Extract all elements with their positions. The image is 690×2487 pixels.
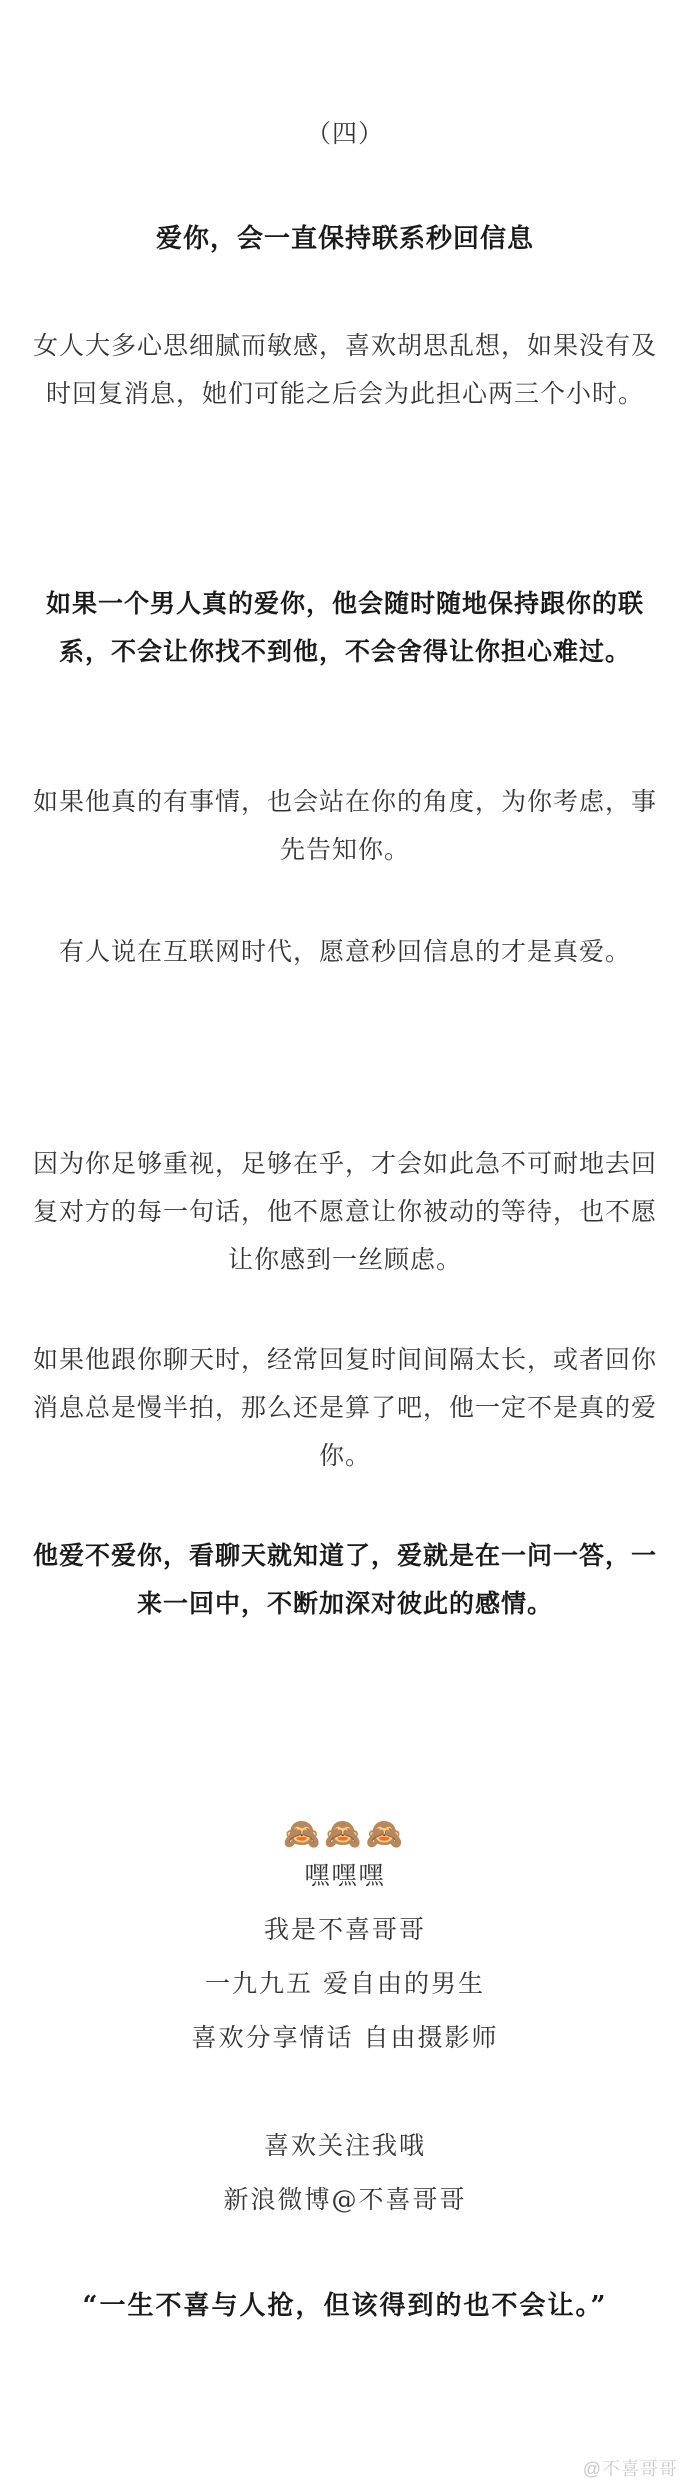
watermark: @不喜哥哥 — [582, 2459, 678, 2479]
monkey-emoji-icon: 🙈🙈🙈 — [282, 1817, 408, 1852]
signature-line-4: 喜欢分享情话 自由摄影师 — [191, 2023, 499, 2052]
paragraph-2: 如果一个男人真的爱你，他会随时随地保持跟你的联系，不会让你找不到他，不会舍得让你担心难过。 — [45, 589, 644, 666]
closing-quote: “一生不喜与人抢，但该得到的也不会让。” — [82, 2291, 608, 2321]
paragraph-7: 他爱不爱你，看聊天就知道了，爱就是在一问一答，一来一回中，不断加深对彼此的感情。 — [32, 1541, 657, 1618]
paragraph-1: 女人大多心思细腻而敏感，喜欢胡思乱想，如果没有及时回复消息，她们可能之后会为此担心两三个小时。 — [32, 331, 657, 408]
follow-line-1: 喜欢关注我哦 — [263, 2131, 426, 2160]
paragraph-6: 如果他跟你聊天时，经常回复时间间隔太长，或者回你消息总是慢半拍，那么还是算了吧，他一定不是真的爱你。 — [32, 1345, 657, 1470]
section-marker: （四） — [305, 119, 384, 148]
paragraph-3: 如果他真的有事情，也会站在你的角度，为你考虑，事先告知你。 — [32, 787, 657, 864]
signature-line-3: 一九九五 爱自由的男生 — [205, 1969, 485, 1998]
article-heading: 爱你，会一直保持联系秒回信息 — [155, 224, 534, 254]
follow-line-2: 新浪微博@不喜哥哥 — [223, 2185, 467, 2214]
signature-line-1: 嘿嘿嘿 — [304, 1861, 386, 1890]
signature-line-2: 我是不喜哥哥 — [263, 1915, 426, 1944]
paragraph-4: 有人说在互联网时代，愿意秒回信息的才是真爱。 — [58, 937, 631, 966]
paragraph-5: 因为你足够重视，足够在乎，才会如此急不可耐地去回复对方的每一句话，他不愿意让你被动的等待，也不愿让你感到一丝顾虑。 — [32, 1149, 657, 1274]
